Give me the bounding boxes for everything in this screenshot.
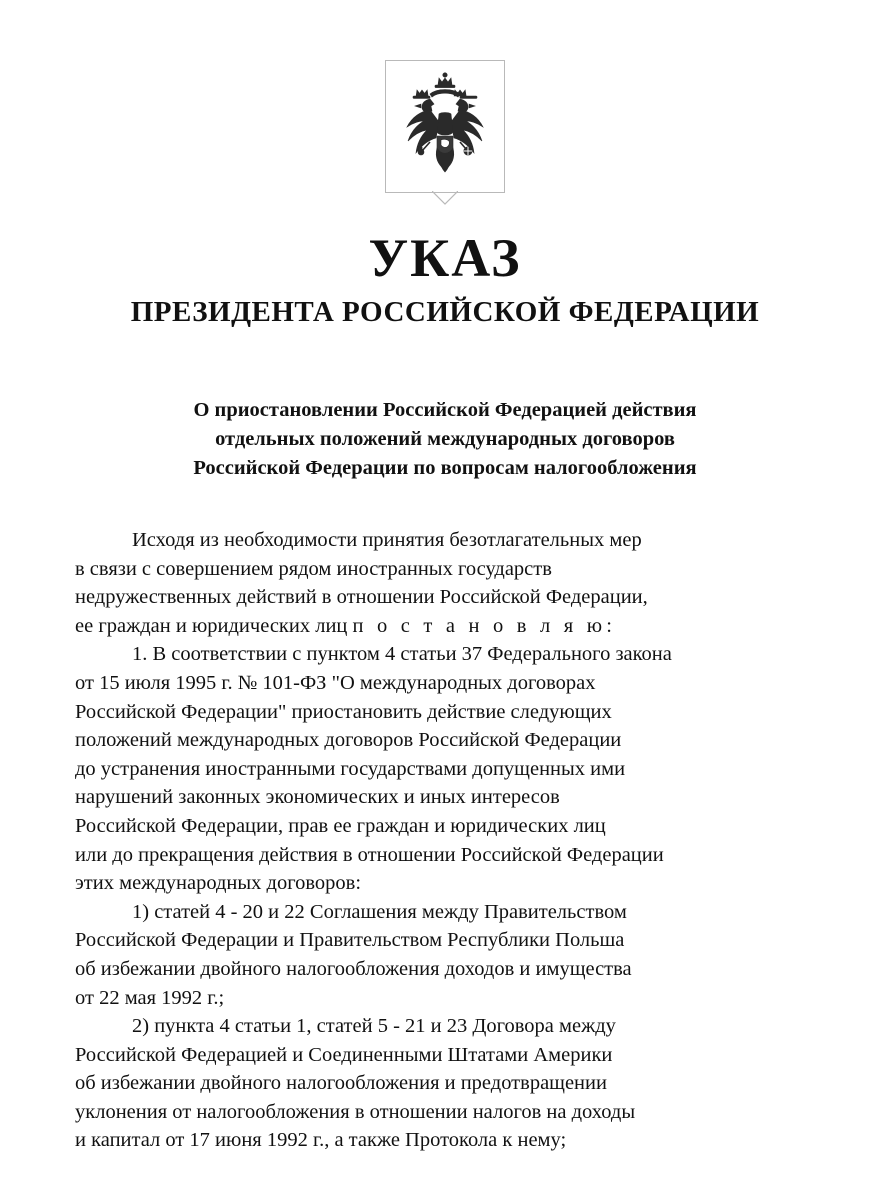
paragraph-line <box>75 612 812 641</box>
decree-heading <box>0 396 890 483</box>
paragraph-line: 1. В соответствии с пунктом 4 статьи 37 Федерального закона <box>132 643 672 666</box>
paragraph-line: Российской Федерации и Правительством Республики Польша <box>75 929 625 952</box>
document-subtitle: ПРЕЗИДЕНТА РОССИЙСКОЙ ФЕДЕРАЦИИ <box>130 296 760 328</box>
paragraph-line: Российской Федерацией и Соединенными Штатами Америки <box>75 1043 613 1066</box>
paragraph-line: об избежании двойного налогообложения и предотвращении <box>75 1072 607 1095</box>
paragraph-line: нарушений законных экономических и иных интересов <box>75 786 560 809</box>
paragraph-line: положений международных договоров Российской Федерации <box>75 729 622 752</box>
paragraph-line: в связи с совершением рядом иностранных государств <box>75 557 552 580</box>
paragraph-line: недружественных действий в отношении Российской Федерации, <box>75 586 648 609</box>
decree-heading-line-1: О приостановлении Российской Федерацией действия <box>193 399 697 421</box>
paragraph-line: 2) пункта 4 статьи 1, статей 5 - 21 и 23 Договора между <box>132 1015 616 1038</box>
document-title: УКАЗ <box>368 228 522 288</box>
paragraph-clause-1 <box>75 640 812 897</box>
decree-heading-line-2: отдельных положений международных договоров <box>215 428 675 450</box>
paragraph-line: Исходя из необходимости принятия безотлагательных мер <box>132 529 642 551</box>
paragraph-line: уклонения от налогообложения в отношении налогов на доходы <box>75 1100 636 1123</box>
paragraph-line-text: ее граждан и юридических лиц <box>75 614 353 637</box>
paragraph-clause-1-sub-1 <box>75 898 812 1012</box>
coat-of-arms-bottom-notch <box>432 191 458 205</box>
coat-of-arms-container <box>0 60 890 192</box>
paragraph-line: и капитал от 17 июня 1992 г., а также Протокола к нему; <box>75 1129 567 1152</box>
paragraph-clause-1-sub-2 <box>75 1012 812 1155</box>
paragraph-line: от 22 мая 1992 г.; <box>75 986 225 1009</box>
paragraph-line: Российской Федерации, прав ее граждан и юридических лиц <box>75 814 606 837</box>
paragraph-line: до устранения иностранными государствами допущенных ими <box>75 757 626 780</box>
postanovlyayu-spaced-word: п о с т а н о в л я ю: <box>352 614 617 637</box>
paragraph-line: этих международных договоров: <box>75 872 362 895</box>
paragraph-preamble <box>75 526 812 640</box>
paragraph-line: Российской Федерации" приостановить действие следующих <box>75 700 612 723</box>
paragraph-line: или до прекращения действия в отношении Российской Федерации <box>75 843 664 866</box>
paragraph-line: от 15 июля 1995 г. № 101-ФЗ "О международных договорах <box>75 671 596 694</box>
paragraph-line: 1) статей 4 - 20 и 22 Соглашения между Правительством <box>132 900 627 923</box>
decree-heading-line-3: Российской Федерации по вопросам налогообложения <box>193 457 697 479</box>
paragraph-line: об избежании двойного налогообложения доходов и имущества <box>75 957 632 980</box>
decree-body <box>75 526 812 1155</box>
coat-of-arms-frame <box>385 60 505 192</box>
russian-double-headed-eagle-icon <box>397 70 493 182</box>
